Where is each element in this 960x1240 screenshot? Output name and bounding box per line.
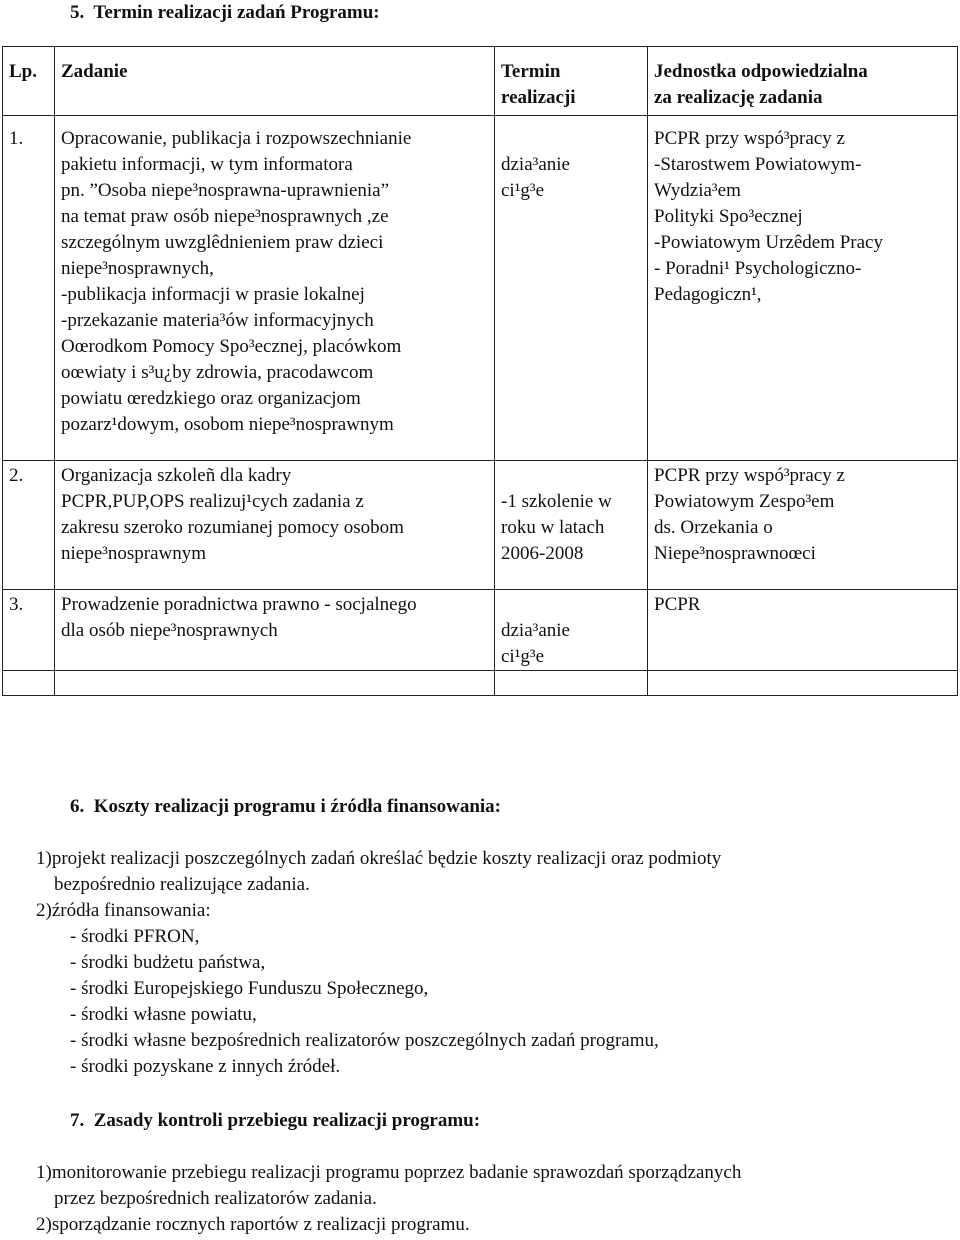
empty-cell [648, 671, 958, 696]
header-task: Zadanie [55, 47, 495, 116]
section-7-number: 7. [70, 1110, 85, 1131]
empty-cell [3, 671, 55, 696]
table-row [3, 116, 958, 461]
table-row [3, 461, 958, 590]
row-lp: 1. [3, 116, 55, 461]
list-item: - środki Europejskiego Funduszu Społecznego, [70, 978, 429, 999]
list-item: - środki pozyskane z innych źródeł. [70, 1056, 341, 1077]
row-task: Organizacja szkoleñ dla kadry PCPR,PUP,OPS realizuj¹cych zadania z zakresu szeroko rozumianej pomocy osobom niepe³nosprawnym [55, 461, 495, 590]
list-item: - środki budżetu państwa, [70, 952, 266, 973]
paragraph-line: bezpośrednio realizujące zadania. [54, 874, 310, 895]
list-item: - środki PFRON, [70, 926, 200, 947]
section-7-paragraph [36, 1160, 896, 1238]
empty-table-row [3, 671, 958, 696]
list-item: - środki własne bezpośrednich realizatorów poszczególnych zadań programu, [70, 1030, 659, 1051]
section-5-title: Termin realizacji zadań Programu: [93, 2, 380, 23]
row-term: dzia³anie ci¹g³e [495, 590, 648, 671]
section-6-paragraph-1 [36, 846, 896, 924]
paragraph-line: przez bezpośrednich realizatorów zadania. [54, 1188, 377, 1209]
row-term: dzia³anie ci¹g³e [495, 116, 648, 461]
row-unit: PCPR [648, 590, 958, 671]
section-7-heading [70, 1108, 480, 1134]
header-term: Termin realizacji [495, 47, 648, 116]
list-item: - środki własne powiatu, [70, 1004, 257, 1025]
paragraph-line: 1)monitorowanie przebiegu realizacji programu poprzez badanie sprawozdań sporządzanych [36, 1162, 742, 1183]
row-lp: 2. [3, 461, 55, 590]
schedule-table [2, 46, 958, 696]
row-unit: PCPR przy wspó³pracy z -Starostwem Powiatowym- Wydzia³em Polityki Spo³ecznej -Powiatowym Urzêdem Pracy - Poradni¹ Psychologiczno- Pedagogiczn¹, [648, 116, 958, 461]
header-lp: Lp. [3, 47, 55, 116]
section-6-number: 6. [70, 796, 85, 817]
section-5-number: 5. [70, 2, 85, 23]
section-7-title: Zasady kontroli przebiegu realizacji programu: [93, 1110, 481, 1131]
table-row [3, 590, 958, 671]
row-lp: 3. [3, 590, 55, 671]
row-task: Opracowanie, publikacja i rozpowszechnianie pakietu informacji, w tym informatora pn. ”Osoba niepe³nosprawna-uprawnienia” na temat praw osób niepe³nosprawnych ,ze szczególnym uwzglêdnieniem praw dzieci niepe³nosprawnych, -publikacja informacji w prasie lokalnej -przekazanie materia³ów informacyjnych Oœrodkom Pomocy Spo³ecznej, placówkom oœwiaty i s³u¿by zdrowia, pracodawcom powiatu œredzkiego oraz organizacjom pozarz¹dowym, osobom niepe³nosprawnym [55, 116, 495, 461]
paragraph-line: 2)sporządzanie rocznych raportów z realizacji programu. [36, 1214, 470, 1235]
row-task: Prowadzenie poradnictwa prawno - socjalnego dla osób niepe³nosprawnych [55, 590, 495, 671]
header-unit: Jednostka odpowiedzialna za realizację zadania [648, 47, 958, 116]
section-6-heading [70, 794, 501, 820]
funding-sources-list [70, 924, 659, 1080]
row-unit: PCPR przy wspó³pracy z Powiatowym Zespo³em ds. Orzekania o Niepe³nosprawnoœci [648, 461, 958, 590]
section-6-title: Koszty realizacji programu i źródła finansowania: [93, 796, 501, 817]
empty-cell [55, 671, 495, 696]
empty-cell [495, 671, 648, 696]
row-term: -1 szkolenie w roku w latach 2006-2008 [495, 461, 648, 590]
table-header-row [3, 47, 958, 116]
paragraph-line: 1)projekt realizacji poszczególnych zadań określać będzie koszty realizacji oraz podmioty [36, 848, 722, 869]
section-5-heading [70, 0, 380, 26]
paragraph-line: 2)źródła finansowania: [36, 900, 211, 921]
